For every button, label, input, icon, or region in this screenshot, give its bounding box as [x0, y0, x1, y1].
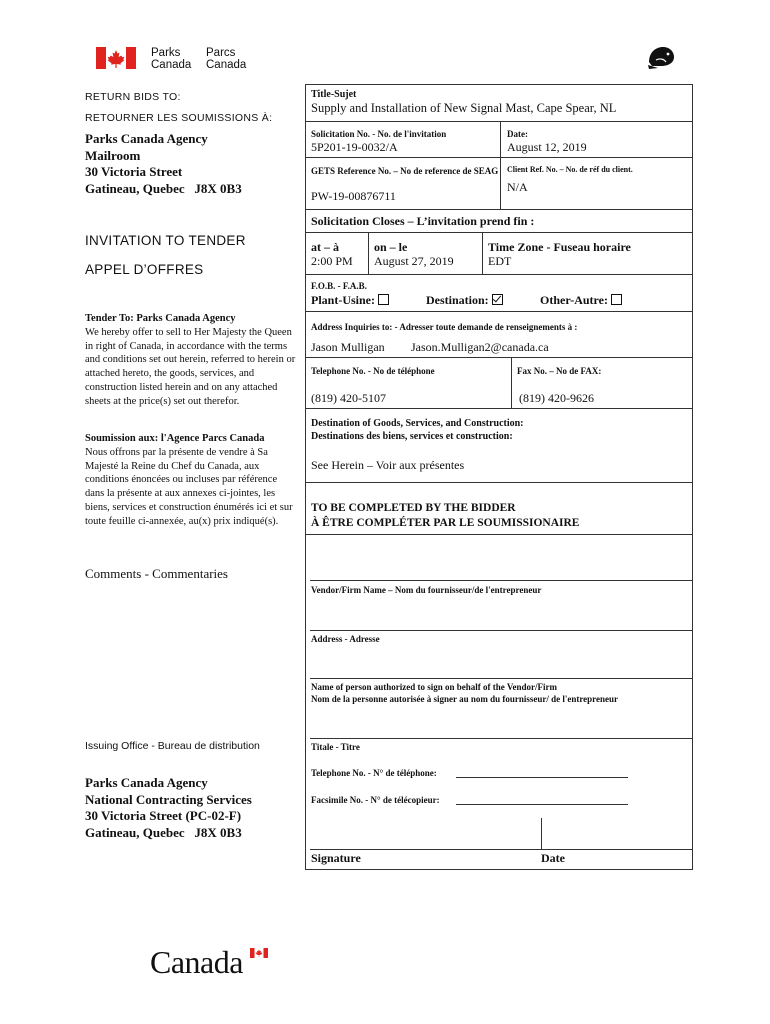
issuing-address-line: 30 Victoria Street (PC-02-F): [85, 808, 242, 823]
on-value: August 27, 2019: [374, 254, 454, 268]
logo-parks-en: Parks: [151, 47, 181, 59]
canada-wordmark: [150, 944, 275, 984]
tender-heading: Tender To: Parks Canada Agency: [85, 313, 236, 324]
appel-offres-heading: APPEL D’OFFRES: [85, 262, 204, 277]
contact-email[interactable]: Jason.Mulligan2@canada.ca: [411, 340, 549, 354]
signature-label: Signature: [311, 851, 361, 865]
return-address-line: Mailroom: [85, 147, 141, 163]
bidder-telephone-field[interactable]: [456, 777, 628, 778]
title-value: Supply and Installation of New Signal Mast, Cape Spear, NL: [311, 101, 617, 115]
authorized-person-fr: Nom de la personne autorisée à signer au nom du fournisseur/ de l'entrepreneur: [311, 693, 619, 704]
issuing-address-line: Gatineau, Quebec J8X 0B3: [85, 824, 242, 840]
authorized-person-field[interactable]: [310, 646, 692, 677]
time-zone-value: EDT: [488, 254, 512, 268]
solicitation-closes-label: Solicitation Closes – L’invitation prend fin :: [311, 214, 535, 228]
client-ref-label: Client Ref. No. – No. de réf du client.: [507, 165, 633, 174]
beaver-emblem-icon: [646, 44, 676, 70]
signature-date-label: Date: [541, 851, 565, 865]
canada-wordmark-text: Canada: [150, 944, 243, 980]
issuing-address-line: National Contracting Services: [85, 791, 252, 807]
bidder-heading-en: TO BE COMPLETED BY THE BIDDER: [311, 502, 516, 514]
signature-field[interactable]: [310, 818, 540, 848]
at-label: at – à: [311, 240, 339, 254]
soumission-block: [85, 432, 297, 529]
gets-value: PW-19-00876711: [311, 189, 396, 203]
canada-flag-icon: [96, 47, 136, 69]
date-label: Date:: [507, 129, 528, 139]
bidder-title-label: Titale - Titre: [311, 742, 360, 752]
plant-usine-label: Plant-Usine:: [311, 293, 375, 307]
telephone-label: Telephone No. - No de téléphone: [311, 366, 435, 376]
logo-canada-fr: Canada: [206, 59, 247, 71]
address-label: Address - Adresse: [311, 634, 380, 644]
issuing-address-line: Parks Canada Agency: [85, 775, 208, 790]
wordmark-flag-icon: [250, 948, 268, 958]
bidder-title-field[interactable]: [310, 708, 692, 737]
see-herein-value: See Herein – Voir aux présentes: [311, 458, 465, 472]
tender-block: [85, 312, 297, 409]
on-label: on – le: [374, 240, 408, 254]
return-address-line: 30 Victoria Street: [85, 164, 183, 179]
return-address-line: Parks Canada Agency: [85, 131, 208, 146]
soumission-body: Nous offrons par la présente de vendre à Sa Majesté la Reine du Chef du Canada, aux conditions énoncées ou incluses par référence dans la présente at aux annexes ci-jointes, les biens, services et construction énumérés ici et sur toute feuille ci-annexée, au(x) prix indiqué(s).: [85, 446, 293, 527]
signature-date-field[interactable]: [543, 818, 691, 848]
comments-label: Comments - Commentaries: [85, 566, 228, 581]
bidder-fax-field[interactable]: [456, 804, 628, 805]
tender-body: We hereby offer to sell to Her Majesty the Queen in right of Canada, in accordance with the terms and conditions set out herein, referred to herein or attached hereto, the goods, services, and construction listed herein and on any attached sheets at the price(s) set out therefor.: [85, 326, 296, 407]
return-address-line: Gatineau, Quebec J8X 0B3: [85, 180, 242, 196]
plant-usine-checkbox[interactable]: [378, 294, 389, 305]
parks-canada-logo: [96, 47, 256, 77]
client-ref-value: N/A: [507, 180, 528, 194]
fax-label: Fax No. – No de FAX:: [517, 366, 602, 376]
destination-label: Destination:: [426, 293, 489, 307]
fax-value: (819) 420-9626: [519, 391, 594, 405]
return-address: [85, 131, 242, 197]
logo-canada-en: Canada: [151, 59, 192, 71]
contact-name: Jason Mulligan: [311, 340, 385, 354]
solicitation-value: 5P201-19-0032/A: [311, 140, 398, 154]
issuing-office-label: Issuing Office - Bureau de distribution: [85, 740, 260, 752]
authorized-person-en: Name of person authorized to sign on behalf of the Vendor/Firm: [311, 682, 557, 692]
telephone-value: (819) 420-5107: [311, 391, 386, 405]
title-label: Title-Sujet: [311, 89, 357, 100]
address-inquiries-label: Address Inquiries to: - Adresser toute demande de renseignements à :: [311, 322, 578, 332]
date-value: August 12, 2019: [507, 140, 587, 154]
bidder-fax-label: Facsimile No. - N° de télécopieur:: [311, 795, 440, 805]
bidder-heading-fr: À ÊTRE COMPLÉTER PAR LE SOUMISSIONAIRE: [311, 517, 580, 529]
return-bids-label: RETURN BIDS TO:: [85, 91, 181, 103]
retourner-label: RETOURNER LES SOUMISSIONS À:: [85, 112, 273, 124]
logo-parcs-fr: Parcs: [206, 47, 236, 59]
solicitation-label: Solicitation No. - No. de l'invitation: [311, 129, 447, 139]
vendor-name-field[interactable]: [310, 545, 692, 579]
fob-label: F.O.B. - F.A.B.: [311, 281, 367, 291]
bidder-heading: [311, 501, 579, 531]
authorized-person-label: [311, 682, 618, 705]
destination-goods-label: [311, 417, 524, 443]
plant-usine-option: [311, 293, 389, 308]
address-field[interactable]: [310, 598, 692, 629]
at-value: 2:00 PM: [311, 254, 353, 268]
soumission-heading: Soumission aux: l'Agence Parcs Canada: [85, 433, 265, 444]
issuing-address: [85, 775, 252, 841]
other-autre-label: Other-Autre:: [540, 293, 608, 307]
vendor-name-label: Vendor/Firm Name – Nom du fournisseur/de l'entrepreneur: [311, 585, 542, 595]
other-autre-checkbox[interactable]: [611, 294, 622, 305]
destination-checkbox[interactable]: [492, 294, 503, 305]
time-zone-label: Time Zone - Fuseau horaire: [488, 240, 631, 254]
destination-goods-en: Destination of Goods, Services, and Construction:: [311, 418, 524, 429]
gets-label: GETS Reference No. – No de reference de SEAG: [311, 166, 499, 176]
other-autre-option: [540, 293, 622, 308]
destination-option: [426, 293, 503, 308]
bidder-telephone-label: Telephone No. - N° de téléphone:: [311, 768, 437, 778]
destination-goods-fr: Destinations des biens, services et construction:: [311, 431, 513, 442]
invitation-to-tender-heading: INVITATION TO TENDER: [85, 233, 246, 248]
